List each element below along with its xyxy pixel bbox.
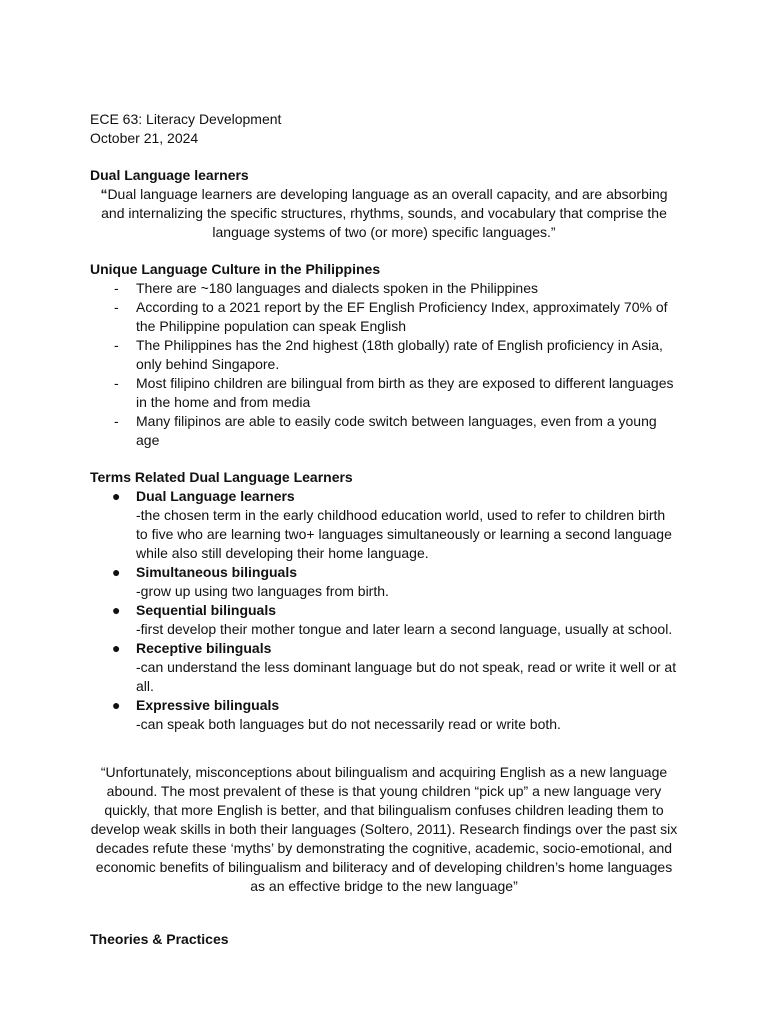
list-item: - Most filipino children are bilingual from birth as they are exposed to different languages in the home and from media [90, 374, 678, 412]
term-name: Receptive bilinguals [136, 640, 272, 656]
heading-language-culture: Unique Language Culture in the Philippines [90, 261, 381, 277]
language-culture-list [90, 279, 678, 450]
terms-list [90, 487, 678, 734]
term-name: Expressive bilinguals [136, 697, 280, 713]
quote-open-mark: “ [100, 186, 108, 202]
bullet-icon: ● [112, 697, 121, 713]
term-item [90, 601, 678, 639]
term-name: Dual Language learners [136, 488, 295, 504]
term-name: Sequential bilinguals [136, 602, 277, 618]
term-item [90, 639, 678, 696]
term-description: -grow up using two languages from birth. [136, 583, 389, 599]
list-item: - There are ~180 languages and dialects spoken in the Philippines [90, 279, 678, 298]
heading-terms: Terms Related Dual Language Learners [90, 469, 353, 485]
term-description: -can speak both languages but do not necessarily read or write both. [136, 716, 561, 732]
heading-dual-language-learners: Dual Language learners [90, 167, 249, 183]
term-description: -can understand the less dominant language but do not speak, read or write it well or at all. [136, 659, 677, 694]
term-name: Simultaneous bilinguals [136, 564, 298, 580]
list-item: - According to a 2021 report by the EF English Proficiency Index, approximately 70% of the Philippine population can speak English [90, 298, 678, 336]
bullet-icon: ● [112, 640, 121, 656]
term-description: -first develop their mother tongue and later learn a second language, usually at school. [136, 621, 673, 637]
definition-quote-text: Dual language learners are developing language as an overall capacity, and are absorbing and internalizing the specific structures, rhythms, sounds, and vocabulary that comprise the language systems of two (or more) specific languages.” [101, 186, 668, 240]
course-title: ECE 63: Literacy Development [90, 111, 282, 127]
list-item: - The Philippines has the 2nd highest (18th globally) rate of English proficiency in Asia, only behind Singapore. [90, 336, 678, 374]
document-date: October 21, 2024 [90, 130, 199, 146]
bullet-icon: ● [112, 602, 121, 618]
bullet-icon: ● [112, 564, 121, 580]
term-description: -the chosen term in the early childhood education world, used to refer to children birth to five who are learning two+ languages simultaneously or learning a second language while also still developing their home language. [136, 507, 672, 561]
term-item [90, 487, 678, 563]
heading-theories-practices: Theories & Practices [90, 931, 229, 947]
list-item: - Many filipinos are able to easily code switch between languages, even from a young age [90, 412, 678, 450]
bullet-icon: ● [112, 488, 121, 504]
bilingualism-quote: “Unfortunately, misconceptions about bilingualism and acquiring English as a new language abound. The most prevalent of these is that young children “pick up” a new language very quickly, that more English is better, and that bilingualism confuses children leading them to develop weak skills in both their languages (Soltero, 2011). Research findings over the past six decades refute these ‘myths’ by demonstrating the cognitive, academic, socio-emotional, and economic benefits of bilingualism and biliteracy and of developing children’s home languages as an effective bridge to the new language” [90, 764, 678, 894]
term-item [90, 563, 678, 601]
term-item [90, 696, 678, 734]
definition-quote [90, 185, 678, 242]
